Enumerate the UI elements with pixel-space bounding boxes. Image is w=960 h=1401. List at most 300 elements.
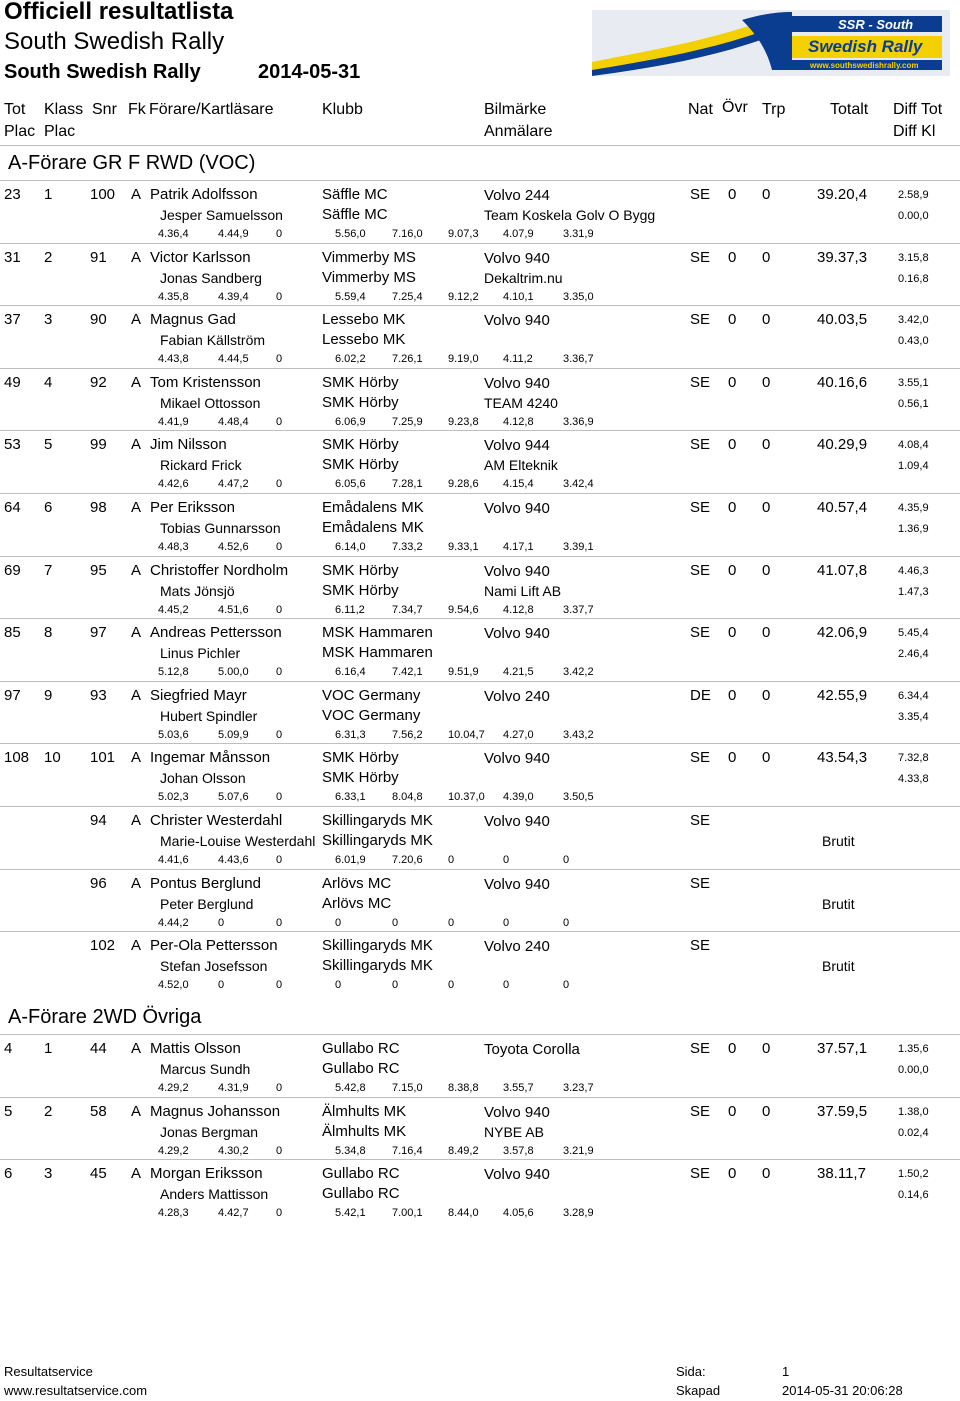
entry-driver: Andreas Pettersson bbox=[150, 624, 282, 641]
entry-diff-class: 0.43,0 bbox=[898, 335, 929, 347]
entry-split-time: 4.51,6 bbox=[218, 604, 249, 616]
entry-fk: A bbox=[131, 749, 142, 766]
logo-url: www.southswedishrally.com bbox=[810, 61, 919, 70]
entry-tot-plac: 49 bbox=[4, 374, 21, 391]
entry-split-time: 0 bbox=[503, 979, 510, 991]
col-bilmarke: Bilmärke bbox=[484, 101, 547, 118]
entry-class-plac: 5 bbox=[44, 436, 53, 453]
entry-split-time: 5.07,6 bbox=[218, 791, 249, 803]
entry-car: Volvo 940 bbox=[484, 375, 550, 392]
entry-split-time: 4.17,1 bbox=[503, 541, 534, 553]
entry-codriver-club: Gullabo RC bbox=[322, 1060, 400, 1077]
col-plac: Plac bbox=[4, 123, 36, 140]
entry-split-time: 4.39,4 bbox=[218, 291, 249, 303]
entry-class-plac: 9 bbox=[44, 687, 53, 704]
entry-driver: Christoffer Nordholm bbox=[150, 562, 289, 579]
entry-split-time: 0 bbox=[276, 1145, 283, 1157]
event-name: South Swedish Rally bbox=[4, 28, 225, 55]
entry-split-time: 4.43,8 bbox=[158, 353, 189, 365]
entry-trp: 0 bbox=[762, 249, 771, 266]
entry-split-time: 0 bbox=[335, 979, 342, 991]
entry-nationality: DE bbox=[690, 687, 711, 704]
entry-ovr: 0 bbox=[728, 749, 737, 766]
entry-tot-plac: 31 bbox=[4, 249, 21, 266]
entry-start-number: 101 bbox=[90, 749, 116, 766]
col-klass: Klass bbox=[44, 101, 84, 118]
footer-page-number: 1 bbox=[782, 1364, 790, 1379]
entry-diff-tot: 3.55,1 bbox=[898, 377, 929, 389]
entry-driver-club: VOC Germany bbox=[322, 687, 421, 704]
entry-fk: A bbox=[131, 1165, 142, 1182]
entry-class-plac: 2 bbox=[44, 249, 53, 266]
entry-split-time: 0 bbox=[448, 979, 455, 991]
entry-ovr: 0 bbox=[728, 562, 737, 579]
entry-nationality: SE bbox=[690, 812, 711, 829]
entry-diff-tot: 4.35,9 bbox=[898, 502, 929, 514]
entry-divider bbox=[0, 180, 960, 181]
entry-driver: Tom Kristensson bbox=[150, 374, 261, 391]
entry-start-number: 99 bbox=[90, 436, 107, 453]
entry-diff-class: 0.16,8 bbox=[898, 273, 929, 285]
entry-split-time: 7.25,9 bbox=[392, 416, 423, 428]
entry-split-time: 3.21,9 bbox=[563, 1145, 594, 1157]
entry-split-time: 4.12,8 bbox=[503, 416, 534, 428]
entry-codriver: Tobias Gunnarsson bbox=[160, 520, 281, 536]
entry-codriver-club: Emådalens MK bbox=[322, 519, 424, 536]
entry-codriver: Rickard Frick bbox=[160, 457, 242, 473]
entry-divider bbox=[0, 681, 960, 682]
entry-entrant: Team Koskela Golv O Bygg bbox=[484, 207, 656, 223]
entry-split-time: 6.01,9 bbox=[335, 854, 366, 866]
entry-car: Toyota Corolla bbox=[484, 1041, 580, 1058]
entry-split-time: 0 bbox=[276, 1207, 283, 1219]
entry-split-time: 0 bbox=[503, 917, 510, 929]
entry-start-number: 94 bbox=[90, 812, 107, 829]
entry-tot-plac: 23 bbox=[4, 186, 21, 203]
entry-split-time: 0 bbox=[335, 917, 342, 929]
entry-driver: Morgan Eriksson bbox=[150, 1165, 263, 1182]
entry-split-time: 4.42,6 bbox=[158, 478, 189, 490]
entry-split-time: 9.51,9 bbox=[448, 666, 479, 678]
entry-split-time: 4.44,9 bbox=[218, 228, 249, 240]
entry-fk: A bbox=[131, 374, 142, 391]
entry-split-time: 3.39,1 bbox=[563, 541, 594, 553]
entry-start-number: 45 bbox=[90, 1165, 107, 1182]
entry-driver-club: SMK Hörby bbox=[322, 749, 399, 766]
entry-nationality: SE bbox=[690, 749, 711, 766]
entry-split-time: 5.03,6 bbox=[158, 729, 189, 741]
entry-car: Volvo 940 bbox=[484, 750, 550, 767]
entry-car: Volvo 940 bbox=[484, 876, 550, 893]
entry-split-time: 3.55,7 bbox=[503, 1082, 534, 1094]
entry-codriver-club: VOC Germany bbox=[322, 707, 421, 724]
entry-entrant: Nami Lift AB bbox=[484, 583, 562, 599]
col-nat: Nat bbox=[688, 101, 713, 118]
entry-split-time: 0 bbox=[276, 478, 283, 490]
entry-nationality: SE bbox=[690, 624, 711, 641]
entry-diff-class: 4.33,8 bbox=[898, 773, 929, 785]
entry-ovr: 0 bbox=[728, 1103, 737, 1120]
entry-split-time: 4.39,0 bbox=[503, 791, 534, 803]
entry-nationality: SE bbox=[690, 1165, 711, 1182]
entry-split-time: 3.35,0 bbox=[563, 291, 594, 303]
entry-split-time: 0 bbox=[503, 854, 510, 866]
footer-service: Resultatservice bbox=[4, 1364, 93, 1379]
entry-split-time: 4.35,8 bbox=[158, 291, 189, 303]
entry-trp: 0 bbox=[762, 1165, 771, 1182]
entry-driver: Jim Nilsson bbox=[150, 436, 227, 453]
entry-split-time: 4.42,7 bbox=[218, 1207, 249, 1219]
entry-tot-plac: 69 bbox=[4, 562, 21, 579]
entry-split-time: 4.29,2 bbox=[158, 1145, 189, 1157]
entry-split-time: 8.49,2 bbox=[448, 1145, 479, 1157]
entry-split-time: 9.33,1 bbox=[448, 541, 479, 553]
entry-class-plac: 4 bbox=[44, 374, 53, 391]
entry-split-time: 0 bbox=[276, 666, 283, 678]
logo-line1: SSR - South bbox=[838, 17, 914, 32]
entry-split-time: 0 bbox=[448, 854, 455, 866]
col-diff-kl: Diff Kl bbox=[893, 123, 936, 140]
entry-total-time: 37.57,1 bbox=[817, 1040, 868, 1057]
entry-divider bbox=[0, 806, 960, 807]
entry-split-time: 4.48,4 bbox=[218, 416, 249, 428]
entry-codriver: Stefan Josefsson bbox=[160, 958, 268, 974]
entry-ovr: 0 bbox=[728, 1040, 737, 1057]
entry-codriver: Mats Jönsjö bbox=[160, 583, 235, 599]
entry-total-time: 40.29,9 bbox=[817, 436, 868, 453]
entry-split-time: 0 bbox=[276, 604, 283, 616]
entry-split-time: 0 bbox=[276, 541, 283, 553]
entry-driver: Victor Karlsson bbox=[150, 249, 251, 266]
entry-fk: A bbox=[131, 186, 142, 203]
entry-split-time: 4.27,0 bbox=[503, 729, 534, 741]
entry-divider bbox=[0, 743, 960, 744]
entry-driver-club: Arlövs MC bbox=[322, 875, 392, 892]
entry-trp: 0 bbox=[762, 499, 771, 516]
entry-ovr: 0 bbox=[728, 624, 737, 641]
entry-class-plac: 7 bbox=[44, 562, 53, 579]
entry-nationality: SE bbox=[690, 436, 711, 453]
entry-codriver: Linus Pichler bbox=[160, 645, 241, 661]
event-name-bold: South Swedish Rally bbox=[4, 61, 201, 83]
entry-split-time: 0 bbox=[276, 416, 283, 428]
entry-total-time: 40.16,6 bbox=[817, 374, 868, 391]
entry-nationality: SE bbox=[690, 186, 711, 203]
entry-codriver-club: SMK Hörby bbox=[322, 582, 399, 599]
entry-divider bbox=[0, 368, 960, 369]
entry-split-time: 7.33,2 bbox=[392, 541, 423, 553]
entry-tot-plac: 64 bbox=[4, 499, 21, 516]
entry-driver: Magnus Johansson bbox=[150, 1103, 281, 1120]
entry-driver-club: MSK Hammaren bbox=[322, 624, 433, 641]
entry-split-time: 0 bbox=[276, 979, 283, 991]
entry-split-time: 4.44,5 bbox=[218, 353, 249, 365]
entry-driver: Patrik Adolfsson bbox=[150, 186, 258, 203]
entry-split-time: 7.16,0 bbox=[392, 228, 423, 240]
entry-split-time: 4.41,6 bbox=[158, 854, 189, 866]
entry-split-time: 4.12,8 bbox=[503, 604, 534, 616]
entry-codriver-club: Arlövs MC bbox=[322, 895, 392, 912]
entry-trp: 0 bbox=[762, 374, 771, 391]
entry-ovr: 0 bbox=[728, 687, 737, 704]
entry-codriver-club: SMK Hörby bbox=[322, 394, 399, 411]
entry-split-time: 6.05,6 bbox=[335, 478, 366, 490]
entry-car: Volvo 940 bbox=[484, 312, 550, 329]
entry-driver: Per-Ola Pettersson bbox=[150, 937, 278, 954]
entry-split-time: 5.02,3 bbox=[158, 791, 189, 803]
entry-tot-plac: 85 bbox=[4, 624, 21, 641]
entry-split-time: 7.25,4 bbox=[392, 291, 423, 303]
entry-codriver: Jonas Bergman bbox=[160, 1124, 259, 1140]
entry-divider bbox=[0, 1097, 960, 1098]
entry-split-time: 7.16,4 bbox=[392, 1145, 423, 1157]
entry-start-number: 97 bbox=[90, 624, 107, 641]
col-anmalare: Anmälare bbox=[484, 123, 553, 140]
entry-car: Volvo 940 bbox=[484, 813, 550, 830]
entry-split-time: 6.11,2 bbox=[335, 604, 365, 616]
entry-tot-plac: 5 bbox=[4, 1103, 13, 1120]
entry-fk: A bbox=[131, 875, 142, 892]
entry-split-time: 4.52,6 bbox=[218, 541, 249, 553]
entry-split-time: 5.09,9 bbox=[218, 729, 249, 741]
entry-total-time: 43.54,3 bbox=[817, 749, 868, 766]
entry-split-time: 3.23,7 bbox=[563, 1082, 594, 1094]
entry-codriver-club: Lessebo MK bbox=[322, 331, 406, 348]
entry-trp: 0 bbox=[762, 687, 771, 704]
entry-tot-plac: 97 bbox=[4, 687, 21, 704]
entry-split-time: 0 bbox=[218, 917, 225, 929]
entry-start-number: 98 bbox=[90, 499, 107, 516]
entry-diff-tot: 3.15,8 bbox=[898, 252, 929, 264]
entry-ovr: 0 bbox=[728, 186, 737, 203]
entry-codriver-club: MSK Hammaren bbox=[322, 644, 433, 661]
entry-class-plac: 2 bbox=[44, 1103, 53, 1120]
entry-divider bbox=[0, 1034, 960, 1035]
entry-split-time: 4.11,2 bbox=[503, 353, 533, 365]
entry-driver-club: Skillingaryds MK bbox=[322, 937, 433, 954]
entry-split-time: 0 bbox=[563, 854, 570, 866]
entry-start-number: 102 bbox=[90, 937, 116, 954]
entry-total-time: 42.06,9 bbox=[817, 624, 868, 641]
entry-car: Volvo 244 bbox=[484, 187, 550, 204]
entry-codriver: Mikael Ottosson bbox=[160, 395, 261, 411]
entry-split-time: 6.14,0 bbox=[335, 541, 366, 553]
class-heading: A-Förare 2WD Övriga bbox=[8, 1006, 202, 1028]
entry-nationality: SE bbox=[690, 562, 711, 579]
entry-split-time: 3.42,2 bbox=[563, 666, 594, 678]
entry-diff-class: 2.46,4 bbox=[898, 648, 929, 660]
entry-diff-class: Brutit bbox=[822, 896, 855, 912]
entry-car: Volvo 940 bbox=[484, 625, 550, 642]
entry-start-number: 90 bbox=[90, 311, 107, 328]
entry-fk: A bbox=[131, 436, 142, 453]
entry-entrant: TEAM 4240 bbox=[484, 395, 558, 411]
entry-split-time: 6.16,4 bbox=[335, 666, 366, 678]
entry-diff-tot: 6.34,4 bbox=[898, 690, 929, 702]
entry-split-time: 6.33,1 bbox=[335, 791, 366, 803]
entry-driver-club: Gullabo RC bbox=[322, 1165, 400, 1182]
entry-entrant: NYBE AB bbox=[484, 1124, 544, 1140]
entry-nationality: SE bbox=[690, 1103, 711, 1120]
entry-codriver-club: Gullabo RC bbox=[322, 1185, 400, 1202]
entry-ovr: 0 bbox=[728, 499, 737, 516]
entry-codriver-club: SMK Hörby bbox=[322, 769, 399, 786]
col-fk: Fk bbox=[128, 101, 146, 118]
entry-driver-club: SMK Hörby bbox=[322, 374, 399, 391]
entry-split-time: 4.07,9 bbox=[503, 228, 534, 240]
entry-fk: A bbox=[131, 1103, 142, 1120]
entry-split-time: 0 bbox=[392, 917, 399, 929]
entry-driver-club: Älmhults MK bbox=[322, 1103, 407, 1120]
entry-diff-tot: 2.58,9 bbox=[898, 189, 929, 201]
entry-tot-plac: 4 bbox=[4, 1040, 13, 1057]
entry-split-time: 0 bbox=[392, 979, 399, 991]
event-logo bbox=[592, 10, 950, 76]
entry-ovr: 0 bbox=[728, 436, 737, 453]
entry-codriver: Peter Berglund bbox=[160, 896, 254, 912]
entry-nationality: SE bbox=[690, 875, 711, 892]
entry-trp: 0 bbox=[762, 1103, 771, 1120]
entry-split-time: 4.48,3 bbox=[158, 541, 189, 553]
footer-page-label: Sida: bbox=[676, 1364, 706, 1379]
entry-split-time: 0 bbox=[276, 854, 283, 866]
entry-total-time: 40.03,5 bbox=[817, 311, 868, 328]
entry-class-plac: 1 bbox=[44, 1040, 53, 1057]
col-klubb: Klubb bbox=[322, 101, 363, 118]
entry-split-time: 7.20,6 bbox=[392, 854, 423, 866]
footer-service-url[interactable]: www.resultatservice.com bbox=[4, 1383, 148, 1398]
entry-split-time: 10.04,7 bbox=[448, 729, 485, 741]
entry-codriver: Marcus Sundh bbox=[160, 1061, 251, 1077]
entry-codriver-club: Skillingaryds MK bbox=[322, 957, 433, 974]
entry-diff-class: 3.35,4 bbox=[898, 711, 929, 723]
col-trp: Trp bbox=[762, 101, 786, 118]
entry-nationality: SE bbox=[690, 374, 711, 391]
entry-split-time: 3.36,7 bbox=[563, 353, 594, 365]
entry-codriver: Jesper Samuelsson bbox=[160, 207, 283, 223]
entry-diff-class: Brutit bbox=[822, 958, 855, 974]
entry-split-time: 9.23,8 bbox=[448, 416, 479, 428]
logo-graphic bbox=[592, 10, 950, 76]
entry-ovr: 0 bbox=[728, 374, 737, 391]
entry-split-time: 4.45,2 bbox=[158, 604, 189, 616]
entry-split-time: 4.43,6 bbox=[218, 854, 249, 866]
entry-total-time: 40.57,4 bbox=[817, 499, 868, 516]
entry-diff-class: 0.56,1 bbox=[898, 398, 929, 410]
entry-start-number: 92 bbox=[90, 374, 107, 391]
entry-split-time: 0 bbox=[218, 979, 225, 991]
entry-codriver: Jonas Sandberg bbox=[160, 270, 262, 286]
entry-diff-class: 0.02,4 bbox=[898, 1127, 929, 1139]
entry-codriver-club: Säffle MC bbox=[322, 206, 388, 223]
entry-total-time: 37.59,5 bbox=[817, 1103, 868, 1120]
entry-fk: A bbox=[131, 624, 142, 641]
entry-split-time: 9.28,6 bbox=[448, 478, 479, 490]
entry-divider bbox=[0, 869, 960, 870]
entry-trp: 0 bbox=[762, 562, 771, 579]
entry-class-plac: 6 bbox=[44, 499, 53, 516]
entry-split-time: 3.31,9 bbox=[563, 228, 594, 240]
entry-divider bbox=[0, 493, 960, 494]
entry-ovr: 0 bbox=[728, 311, 737, 328]
entry-split-time: 5.00,0 bbox=[218, 666, 249, 678]
entry-split-time: 5.56,0 bbox=[335, 228, 366, 240]
entry-entrant: AM Elteknik bbox=[484, 457, 558, 473]
entry-split-time: 4.47,2 bbox=[218, 478, 249, 490]
entry-nationality: SE bbox=[690, 249, 711, 266]
entry-split-time: 5.59,4 bbox=[335, 291, 366, 303]
entry-diff-tot: 1.38,0 bbox=[898, 1106, 929, 1118]
entry-split-time: 0 bbox=[276, 1082, 283, 1094]
entry-split-time: 0 bbox=[563, 979, 570, 991]
entry-split-time: 5.34,8 bbox=[335, 1145, 366, 1157]
entry-car: Volvo 940 bbox=[484, 250, 550, 267]
entry-split-time: 4.30,2 bbox=[218, 1145, 249, 1157]
col-totalt: Totalt bbox=[830, 101, 869, 118]
entry-fk: A bbox=[131, 812, 142, 829]
entry-codriver-club: Skillingaryds MK bbox=[322, 832, 433, 849]
entry-split-time: 10.37,0 bbox=[448, 791, 485, 803]
entry-car: Volvo 240 bbox=[484, 688, 550, 705]
entry-nationality: SE bbox=[690, 937, 711, 954]
entry-divider bbox=[0, 618, 960, 619]
entry-total-time: 39.20,4 bbox=[817, 186, 868, 203]
entry-diff-class: 1.47,3 bbox=[898, 586, 929, 598]
col-plac-class: Plac bbox=[44, 123, 76, 140]
entry-diff-class: 0.00,0 bbox=[898, 210, 929, 222]
entry-diff-class: 1.09,4 bbox=[898, 460, 929, 472]
entry-driver-club: SMK Hörby bbox=[322, 562, 399, 579]
entry-car: Volvo 944 bbox=[484, 437, 550, 454]
entry-car: Volvo 940 bbox=[484, 500, 550, 517]
entry-tot-plac: 108 bbox=[4, 749, 30, 766]
entry-split-time: 0 bbox=[276, 917, 283, 929]
entry-start-number: 96 bbox=[90, 875, 107, 892]
entry-split-time: 4.41,9 bbox=[158, 416, 189, 428]
footer-created: 2014-05-31 20:06:28 bbox=[782, 1383, 903, 1398]
entry-diff-tot: 5.45,4 bbox=[898, 627, 929, 639]
entry-split-time: 9.19,0 bbox=[448, 353, 479, 365]
entry-fk: A bbox=[131, 937, 142, 954]
entry-diff-tot: 4.08,4 bbox=[898, 439, 929, 451]
entry-split-time: 6.31,3 bbox=[335, 729, 366, 741]
entry-fk: A bbox=[131, 249, 142, 266]
header-divider bbox=[0, 145, 960, 146]
entry-split-time: 4.10,1 bbox=[503, 291, 534, 303]
entry-trp: 0 bbox=[762, 749, 771, 766]
entry-divider bbox=[0, 305, 960, 306]
entry-class-plac: 8 bbox=[44, 624, 53, 641]
entry-split-time: 5.42,1 bbox=[335, 1207, 366, 1219]
entry-car: Volvo 240 bbox=[484, 938, 550, 955]
entry-driver: Pontus Berglund bbox=[150, 875, 261, 892]
entry-split-time: 7.42,1 bbox=[392, 666, 423, 678]
entry-split-time: 0 bbox=[276, 791, 283, 803]
entry-driver: Ingemar Månsson bbox=[150, 749, 271, 766]
entry-driver-club: Emådalens MK bbox=[322, 499, 424, 516]
entry-tot-plac: 6 bbox=[4, 1165, 13, 1182]
entry-diff-class: 0.14,6 bbox=[898, 1189, 929, 1201]
entry-driver: Mattis Olsson bbox=[150, 1040, 241, 1057]
entry-split-time: 0 bbox=[448, 917, 455, 929]
entry-split-time: 3.57,8 bbox=[503, 1145, 534, 1157]
entry-start-number: 100 bbox=[90, 186, 116, 203]
entry-fk: A bbox=[131, 499, 142, 516]
entry-split-time: 4.36,4 bbox=[158, 228, 189, 240]
entry-tot-plac: 53 bbox=[4, 436, 21, 453]
col-ovr: Övr bbox=[722, 99, 748, 116]
entry-codriver-club: SMK Hörby bbox=[322, 456, 399, 473]
